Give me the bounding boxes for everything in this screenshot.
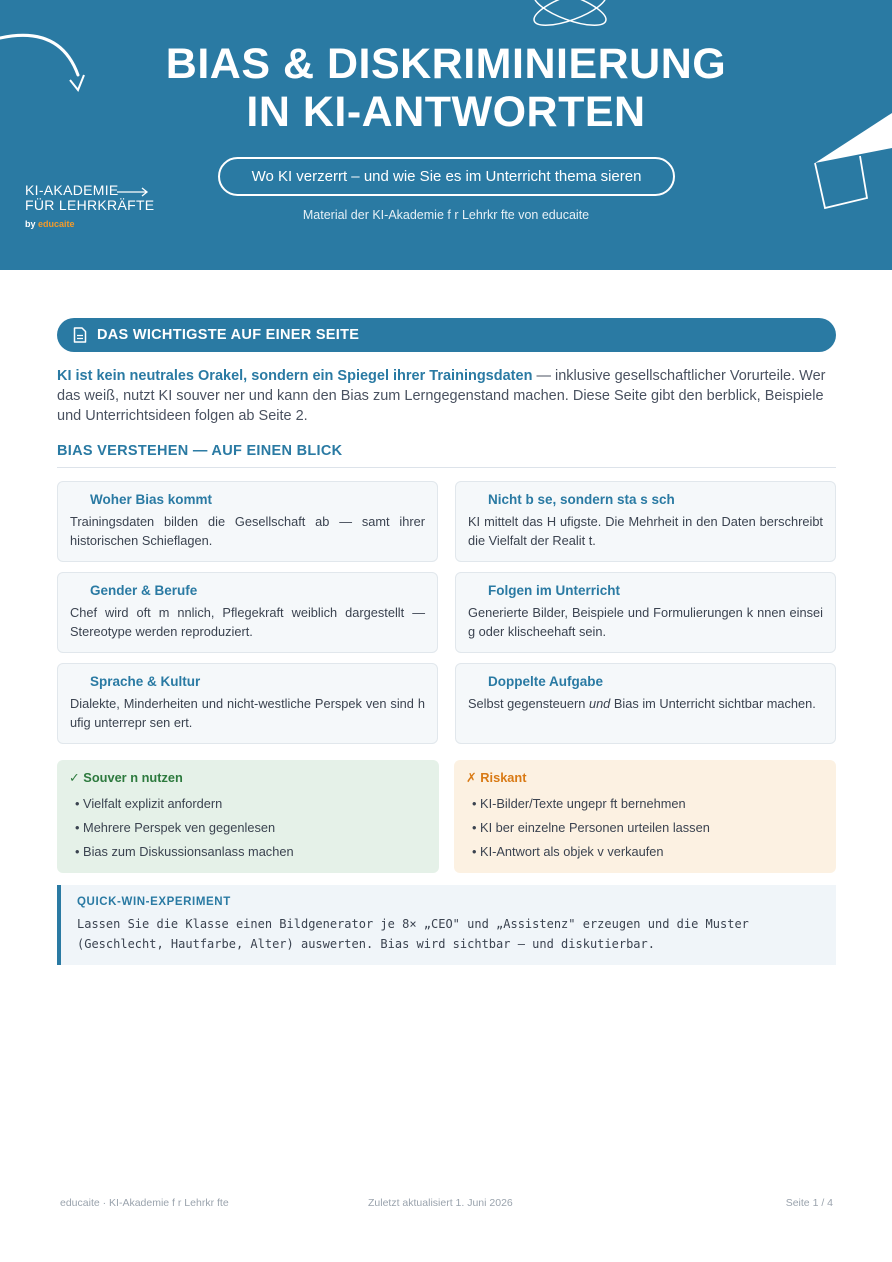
emphasis: und [588,696,611,711]
card-text: Chef wird oft m nnlich, Pflegekraft weiblich dargestellt — Stereotype werden reproduziert. [70,605,425,639]
bad-list [466,792,824,864]
list-item: • Vielfalt explizit anfordern [75,796,223,811]
card-text: Dialekte, Minderheiten und nicht-westliche Perspek ven sind h ufig unterrepr sen ert. [70,696,425,730]
list-item: • Bias zum Diskussionsanlass machen [75,844,294,859]
good-practices-box [57,760,439,873]
logo-by: by educaite [25,219,75,229]
card-title: Nicht b se, sondern sta s sch [488,492,675,507]
card-title: Folgen im Unterricht [488,583,621,598]
card-title: Woher Bias kommt [90,492,213,507]
card-title: Doppelte Aufgabe [488,674,604,689]
banner-title: DAS WICHTIGSTE AUF EINER SEITE [97,327,360,343]
card-sprache-kultur [57,663,438,744]
section-banner [57,318,836,352]
material-credit: Material der KI-Akademie f r Lehrkr fte von educaite [302,208,590,222]
quick-win-text: Lassen Sie die Klasse einen Bildgenerator je 8× „CEO" und „Assistenz" erzeugen und die Muster (Geschlecht, Hautfarbe, Alter) auswerten. Bias wird sichtbar — und diskutierbar. [77,917,749,951]
arrow-icon [117,187,151,197]
card-title: Gender & Berufe [90,583,198,598]
brand-name: educaite [38,219,75,229]
intro-rest: — inklusive gesellschaftlicher Vorurteile. Wer das weiß, nutzt KI souver ner und kann den Bias zum Lerngegenstand machen. Diese Seite gibt den berblick, Beispiele und Unterrichtsideen folgen ab Seite 2. [57,368,826,424]
intro-paragraph [57,366,836,426]
title-line-2: IN KI-ANTWORTEN [246,88,646,136]
quick-win-box [57,885,836,965]
card-text: Selbst gegensteuern und Bias im Unterricht sichtbar machen. [468,696,816,711]
card-doppelte-aufgabe [455,663,836,744]
card-text: Trainingsdaten bilden die Gesellschaft ab — samt ihrer historischen Schieflagen. [70,514,425,548]
footer-updated: Zuletzt aktualisiert 1. Juni 2026 [368,1197,513,1209]
good-title: ✓ Souver n nutzen [69,770,183,785]
card-folgen-unterricht [455,572,836,653]
section-heading: BIAS VERSTEHEN — AUF EINEN BLICK [57,443,836,468]
card-text: Generierte Bilder, Beispiele und Formulierungen k nnen einsei g oder klischeehaft sein. [468,605,823,639]
page-header [0,0,892,270]
card-woher-bias [57,481,438,562]
logo-line-1: KI-AKADEMIE [25,182,119,198]
list-item: • KI ber einzelne Personen urteilen lassen [472,820,710,835]
list-item: • KI-Bilder/Texte ungepr ft bernehmen [472,796,686,811]
card-title: Sprache & Kultur [90,674,201,689]
intro-strong: KI ist kein neutrales Orakel, sondern ein Spiegel ihrer Trainingsdaten [57,368,533,384]
card-text: KI mittelt das H ufigste. Die Mehrheit in den Daten berschreibt die Vielfalt der Realit t. [468,514,823,548]
page-title [0,40,892,136]
good-list [69,792,427,864]
footer-page-number: Seite 1 / 4 [785,1197,833,1209]
card-gender-berufe [57,572,438,653]
title-line-1: BIAS & DISKRIMINIERUNG [165,40,727,88]
logo-line-2: FÜR LEHRKRÄFTE [25,197,155,213]
logo [25,183,154,229]
footer-left: educaite · KI-Akademie f r Lehrkr fte [60,1197,229,1209]
list-item: • Mehrere Perspek ven gegenlesen [75,820,276,835]
risky-practices-box [454,760,836,873]
list-item: • KI-Antwort als objek v verkaufen [472,844,664,859]
bad-title: ✗ Riskant [466,770,527,785]
card-statistisch [455,481,836,562]
quick-win-label: QUICK-WIN-EXPERIMENT [77,896,231,908]
document-icon [73,327,87,343]
subtitle-pill: Wo KI verzerrt – und wie Sie es im Unterricht thema sieren [218,157,675,196]
atom-decoration-icon [525,0,615,36]
